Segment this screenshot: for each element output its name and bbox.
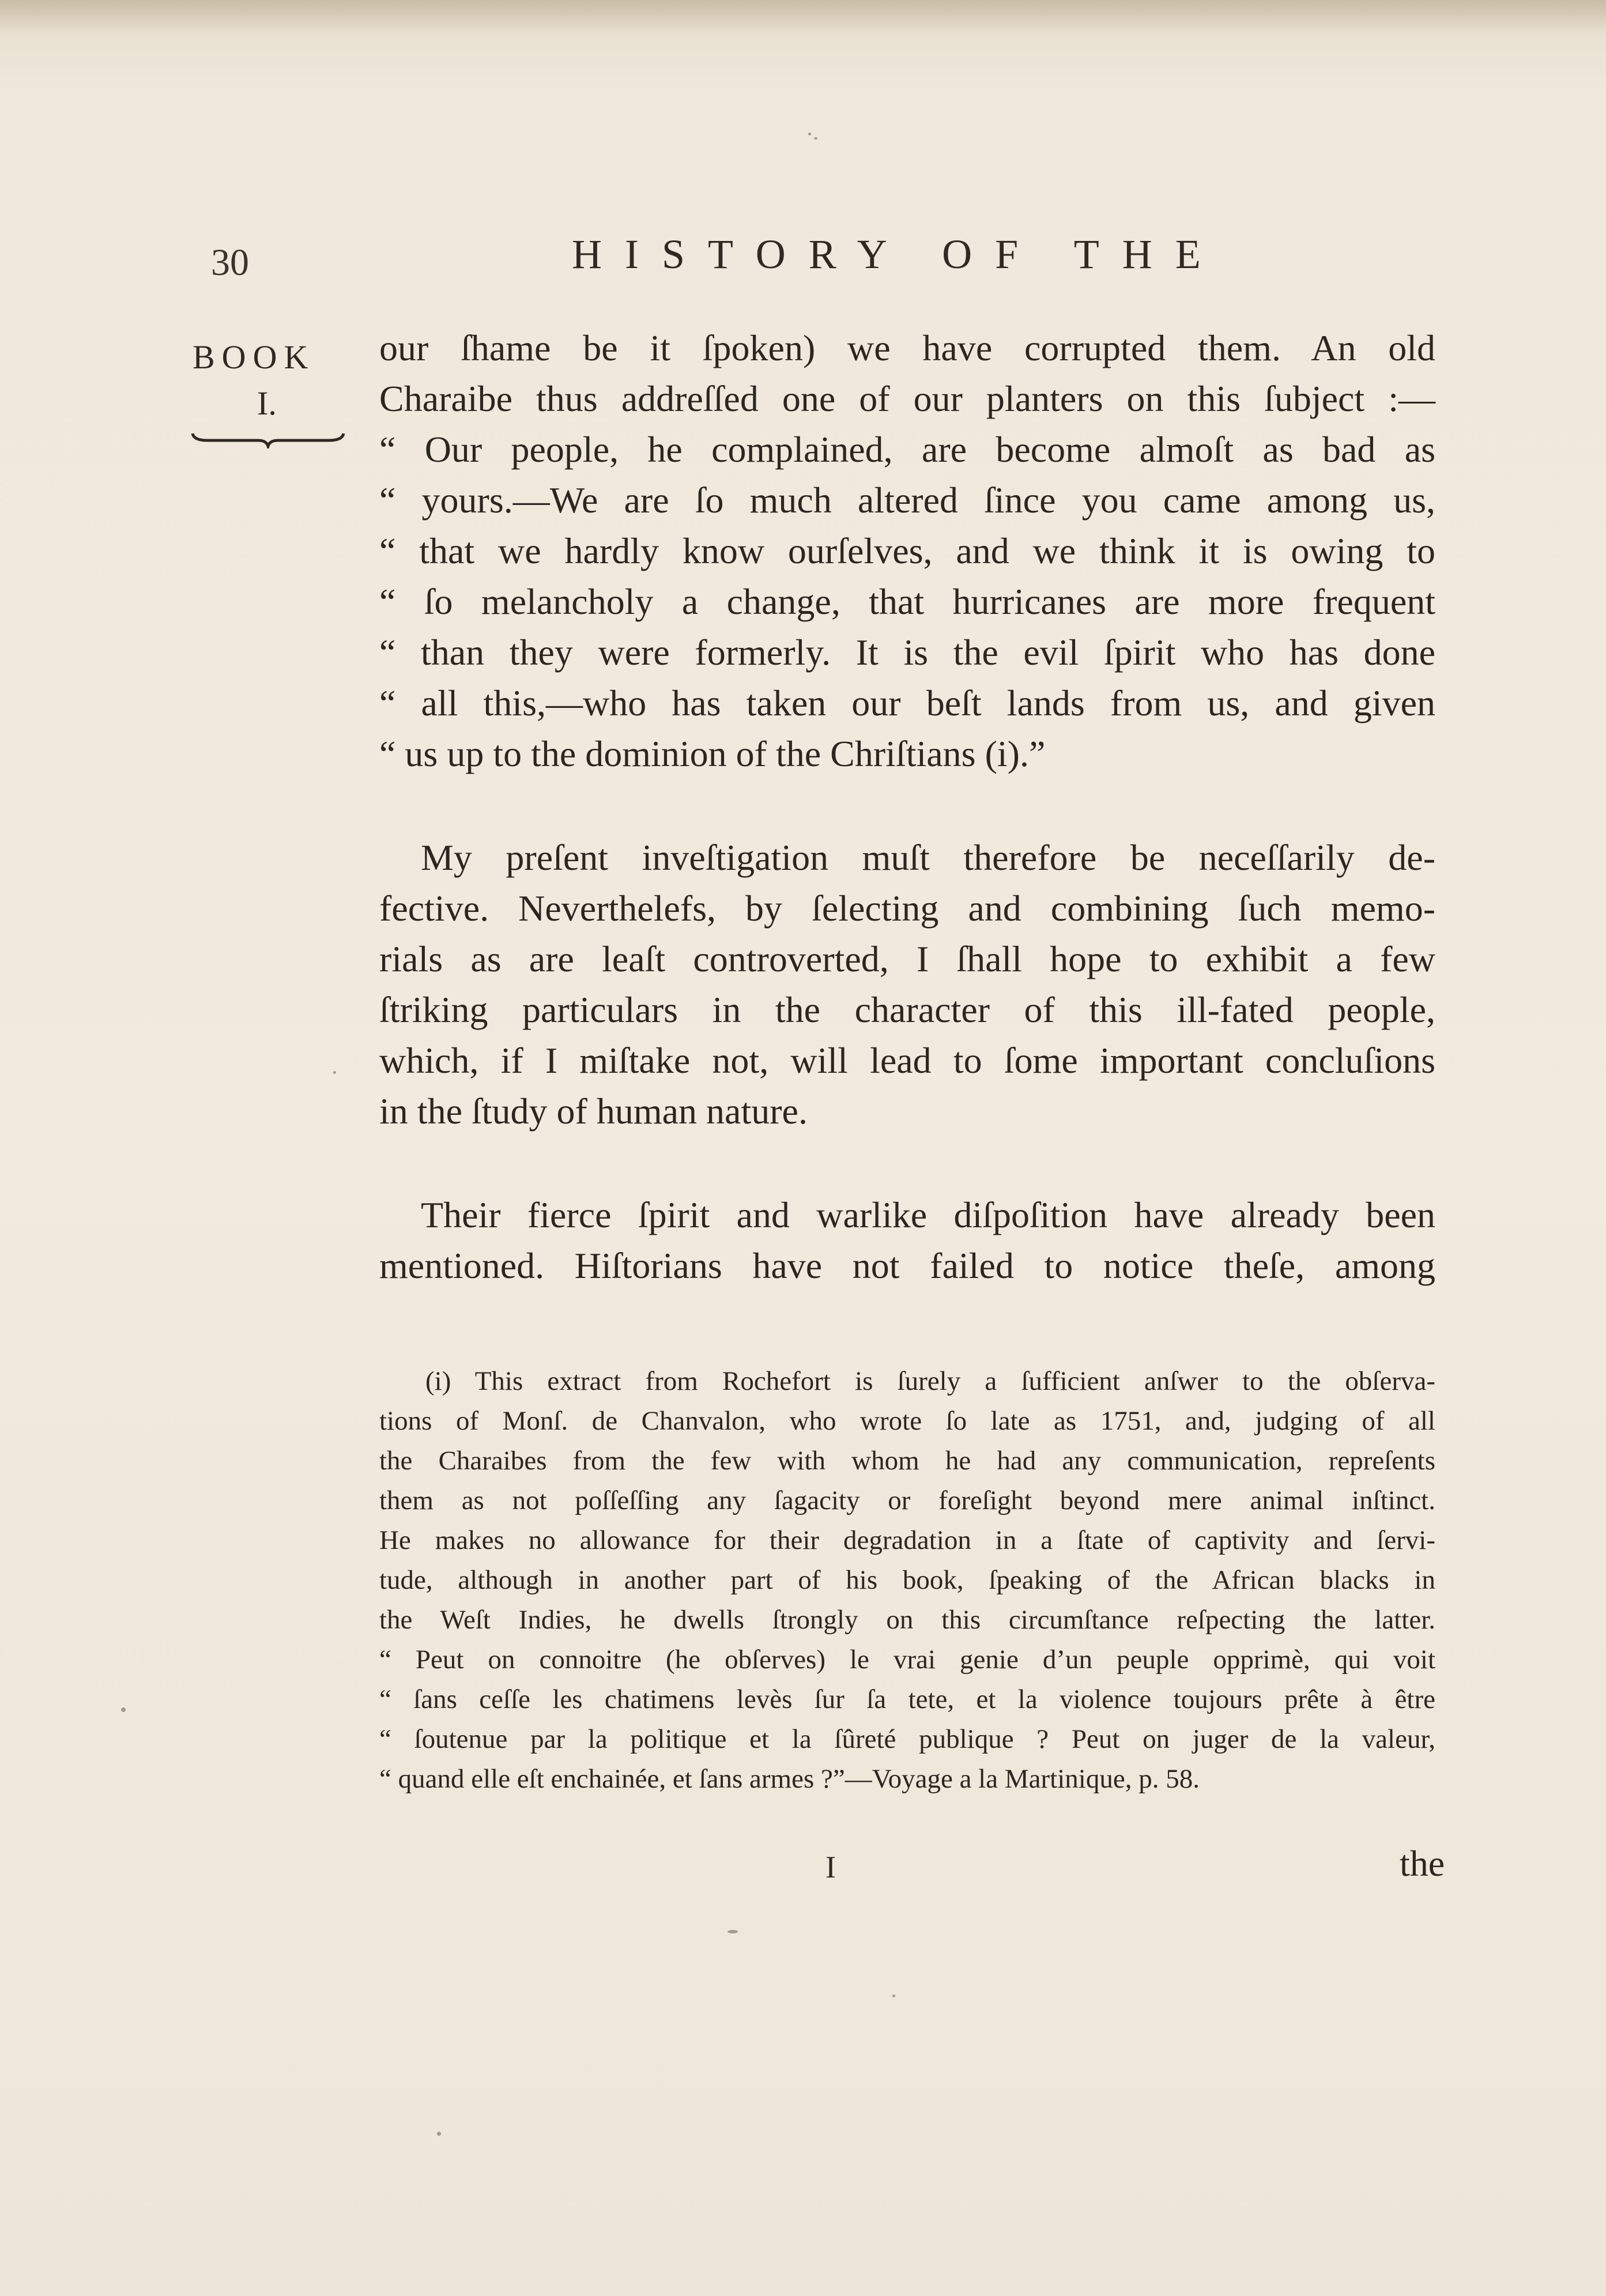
paragraph-2: [379, 832, 1435, 883]
text-line: “ than they were formerly. It is the evil ſpirit who has done: [379, 632, 1435, 673]
text-line: in the ſtudy of human nature.: [379, 1091, 808, 1132]
footnote-line: (i) This extract from Rochefort is ſurely a ſufficient anſwer to the obſerva-: [425, 1366, 1435, 1396]
footnote-line: tions of Monſ. de Chanvalon, who wrote ſo late as 1751, and, judging of all: [379, 1406, 1435, 1436]
paper-speck: [437, 2132, 441, 2136]
footnote-line: “ ſans ceſſe les chatimens levès ſur ſa tete, et la violence toujours prête à être: [379, 1684, 1435, 1714]
paper-speck: [121, 1707, 126, 1712]
catchword: the: [1400, 1843, 1445, 1884]
paper-speck: [808, 133, 811, 135]
text-line: fective. Neverthelefs, by ſelecting and combining ſuch memo-: [379, 888, 1435, 929]
signature-mark: I: [825, 1850, 836, 1884]
footnote-line: the Charaibes from the few with whom he had any communication, repreſents: [379, 1446, 1435, 1476]
text-line: our ſhame be it ſpoken) we have corrupted them. An old: [379, 327, 1435, 368]
page-number: 30: [211, 242, 249, 284]
text-line: ſtriking particulars in the character of this ill-fated people,: [379, 989, 1435, 1030]
footnote-line: He makes no allowance for their degradation in a ſtate of captivity and ſervi-: [379, 1525, 1435, 1555]
text-line: Their fierce ſpirit and warlike diſpoſition have already been: [421, 1194, 1435, 1235]
footnote: [379, 1362, 1435, 1799]
text-line: rials as are leaſt controverted, I ſhall hope to exhibit a few: [379, 938, 1435, 979]
text-line: My preſent inveſtigation muſt therefore be neceſſarily de-: [421, 837, 1435, 878]
text-line: “ yours.—We are ſo much altered ſince you came among us,: [379, 480, 1435, 521]
brace-ornament: [190, 431, 346, 448]
text-line: mentioned. Hiſtorians have not failed to notice theſe, among: [379, 1245, 1435, 1286]
paper-speck: [727, 1930, 738, 1933]
paper-speck: [892, 1995, 895, 1997]
text-line: “ all this,—who has taken our beſt lands from us, and given: [379, 683, 1435, 723]
footnote-line: “ ſoutenue par la politique et la ſûreté publique ? Peut on juger de la valeur,: [379, 1724, 1435, 1754]
body-text: [379, 323, 1435, 1291]
paragraph-3: [379, 1190, 1435, 1291]
paragraph-2-cont: [379, 883, 1435, 1137]
footnote-line: “ quand elle eſt enchainée, et ſans armes ?”—Voyage a la Martinique, p. 58.: [379, 1764, 1200, 1794]
text-line: “ that we hardly know ourſelves, and we think it is owing to: [379, 530, 1435, 571]
page-edge-shadow: [0, 0, 1606, 35]
text-line: “ Our people, he complained, are become almoſt as bad as: [379, 429, 1435, 470]
paper-speck: [333, 1071, 336, 1074]
running-title: HISTORY OF THE: [572, 231, 1224, 277]
footnote-line: the Weſt Indies, he dwells ſtrongly on this circumſtance reſpecting the latter.: [379, 1605, 1435, 1635]
text-line: Charaibe thus addreſſed one of our planters on this ſubject :—: [379, 378, 1435, 419]
text-line: which, if I miſtake not, will lead to ſome important concluſions: [379, 1040, 1435, 1081]
footnote-line: them as not poſſeſſing any ſagacity or foreſight beyond mere animal inſtinct.: [379, 1486, 1435, 1515]
book-number: I.: [257, 384, 277, 422]
paper-speck: [814, 137, 817, 140]
text-line: “ us up to the dominion of the Chriſtians (i).”: [379, 733, 1046, 774]
footnote-line: tude, although in another part of his book, ſpeaking of the African blacks in: [379, 1565, 1435, 1595]
paragraph-1: [379, 323, 1435, 779]
text-line: “ ſo melancholy a change, that hurricanes are more frequent: [379, 581, 1435, 622]
book-label: BOOK: [193, 338, 315, 376]
margin-note: [193, 334, 342, 427]
footnote-line: “ Peut on connoitre (he obſerves) le vrai genie d’un peuple opprimè, qui voit: [379, 1645, 1435, 1675]
